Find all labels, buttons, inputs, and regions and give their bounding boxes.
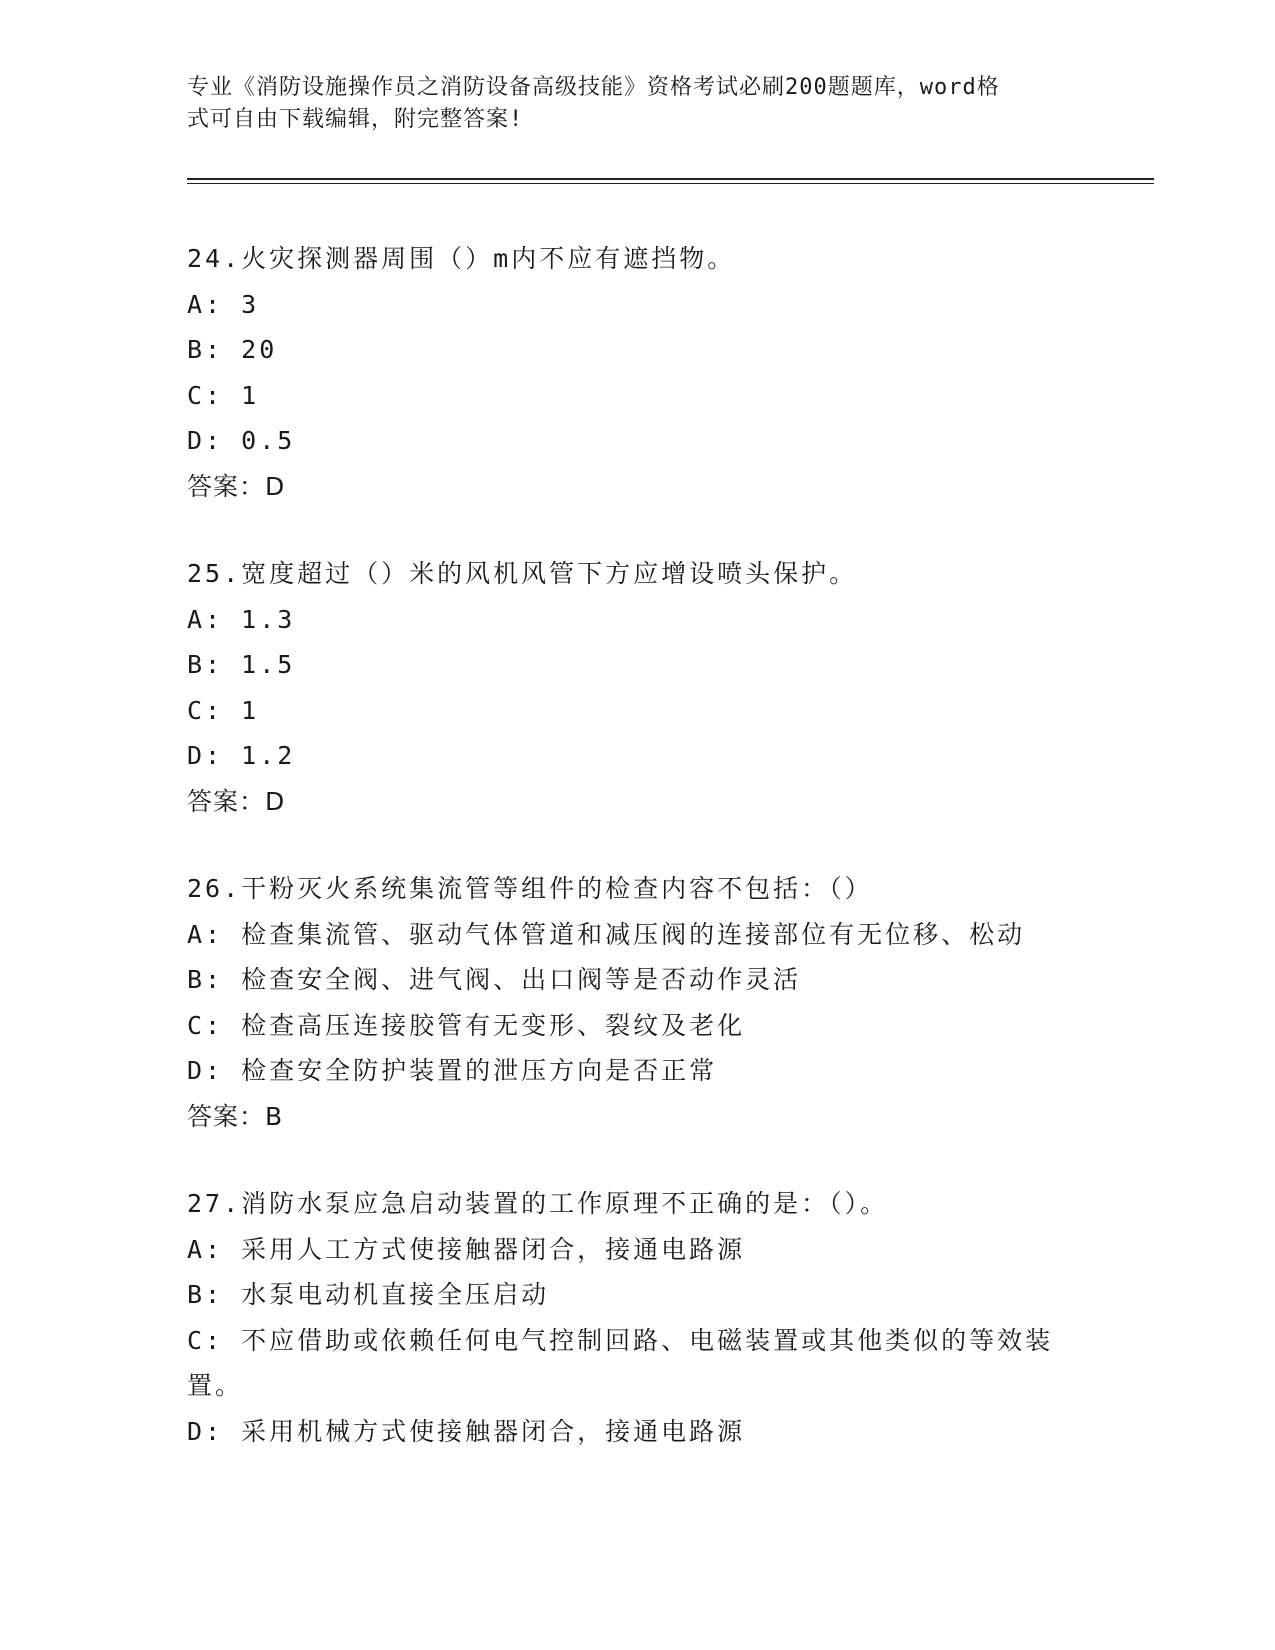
question-stem: 27.消防水泵应急启动装置的工作原理不正确的是：（）。: [187, 1189, 889, 1218]
option-d: D: 采用机械方式使接触器闭合，接通电路源: [187, 1416, 746, 1446]
option-d: D: 1.2: [187, 741, 296, 770]
option-c: C: 1: [187, 695, 260, 725]
answer-line: 答案：B: [187, 1101, 284, 1131]
document-header: [187, 72, 1067, 136]
option-b: B: 水泵电动机直接全压启动: [187, 1280, 550, 1309]
header-line-2: 式可自由下载编辑，附完整答案!: [187, 107, 524, 132]
option-a: A: 1.3: [187, 604, 296, 634]
option-a: A: 检查集流管、驱动气体管道和减压阀的连接部位有无位移、松动: [187, 919, 1026, 949]
question-stem: 26.干粉灭火系统集流管等组件的检查内容不包括：（）: [187, 874, 873, 903]
option-d: D: 检查安全防护装置的泄压方向是否正常: [187, 1056, 718, 1085]
header-divider: [187, 178, 1154, 180]
question-27: [187, 1181, 1087, 1454]
answer-line: 答案：D: [187, 471, 286, 501]
question-stem: 24.火灾探测器周围（）m内不应有遮挡物。: [187, 244, 736, 273]
answer-line: 答案：D: [187, 786, 286, 816]
header-line-1: 专业《消防设施操作员之消防设备高级技能》资格考试必刷200题题库，word格: [187, 75, 1000, 100]
option-c: C: 1: [187, 380, 260, 410]
question-25: [187, 551, 1087, 824]
option-b: B: 1.5: [187, 650, 296, 679]
question-stem: 25.宽度超过（）米的风机风管下方应增设喷头保护。: [187, 559, 858, 588]
header-divider-thin: [187, 183, 1154, 184]
option-d: D: 0.5: [187, 426, 296, 455]
question-24: [187, 236, 1087, 509]
option-a: A: 采用人工方式使接触器闭合，接通电路源: [187, 1234, 746, 1264]
question-26: [187, 866, 1087, 1139]
option-b: B: 检查安全阀、进气阀、出口阀等是否动作灵活: [187, 965, 802, 994]
option-b: B: 20: [187, 335, 278, 364]
option-a: A: 3: [187, 289, 260, 319]
option-c: C: 检查高压连接胶管有无变形、裂纹及老化: [187, 1010, 746, 1040]
question-list: [187, 236, 1087, 1496]
option-c: C: 不应借助或依赖任何电气控制回路、电磁装置或其他类似的等效装置。: [187, 1325, 1054, 1400]
